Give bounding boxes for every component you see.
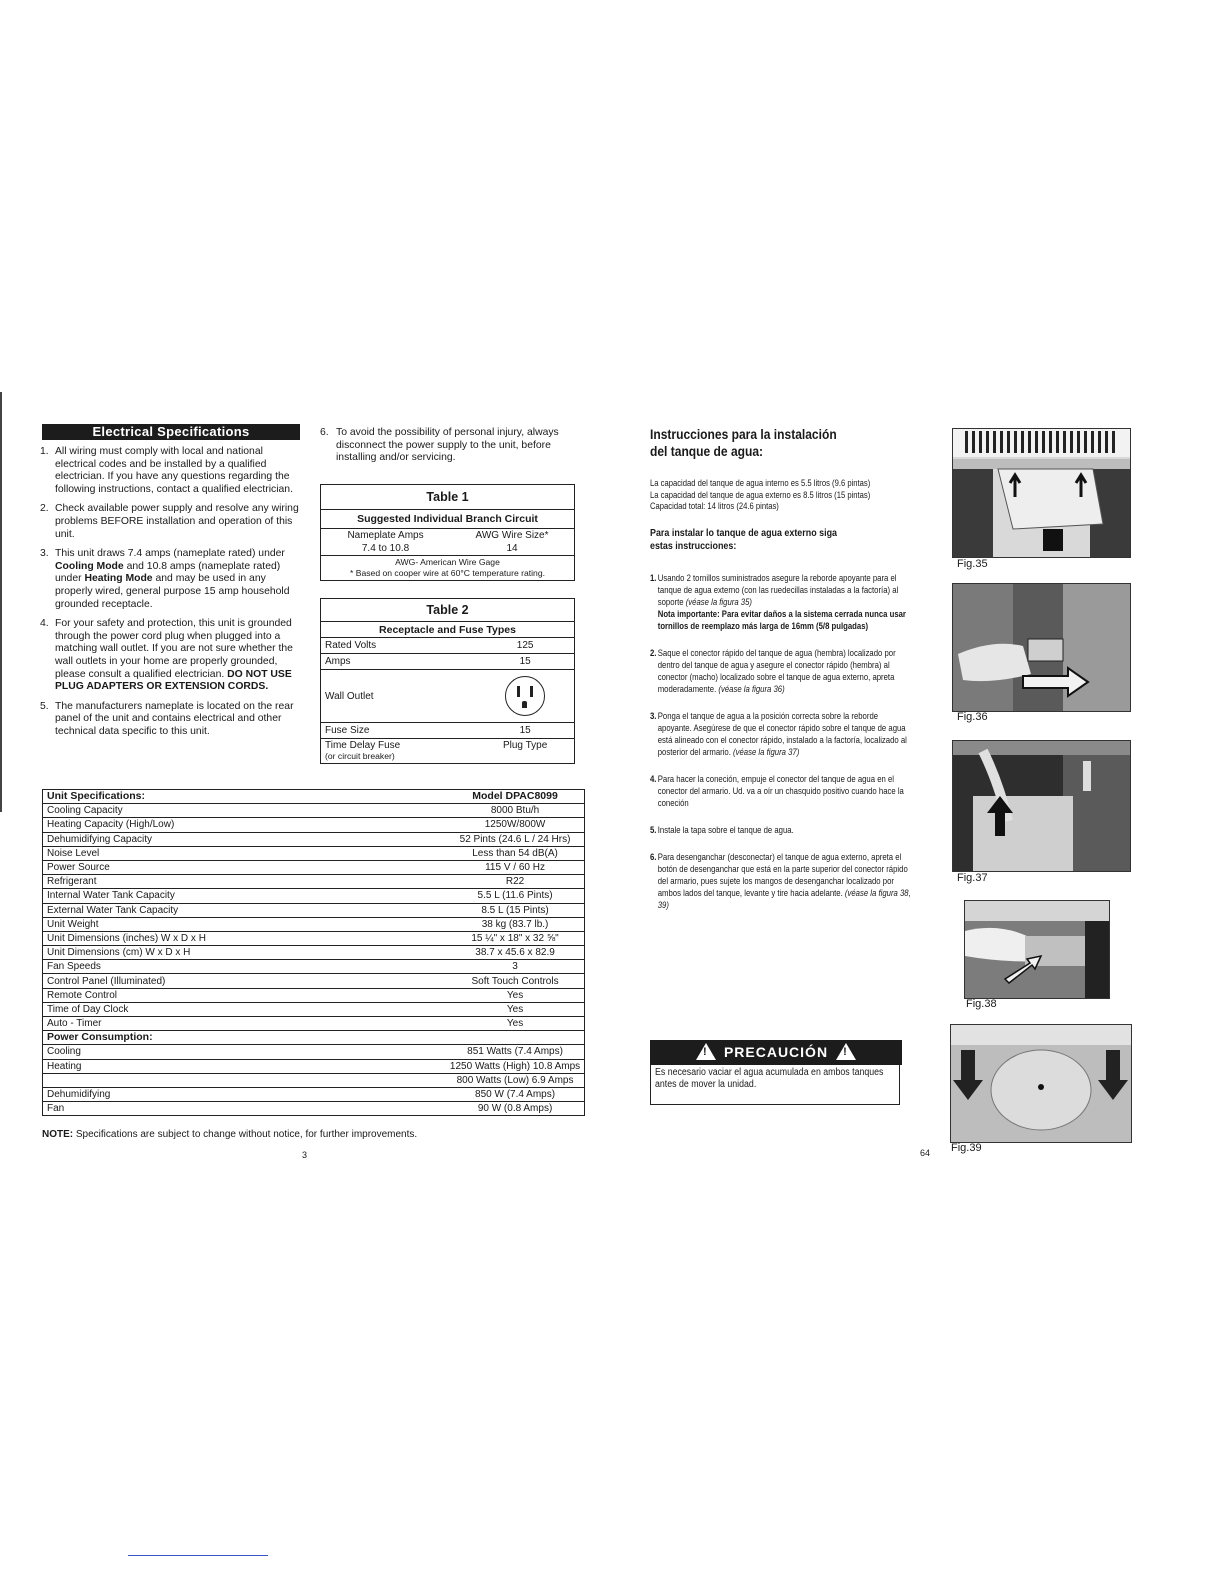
spanish-page-title [650,426,837,460]
table-row [43,1002,585,1016]
table-row [43,974,585,988]
install-intro [650,527,905,553]
spec-label: Internal Water Tank Capacity [43,889,210,903]
es-step-6 [650,851,913,911]
table-2-value: 15 [476,723,574,739]
spec-value: 850 W (7.4 Amps) [210,1087,585,1101]
spec-label: Fan [43,1102,210,1116]
step-number: 6. [320,427,329,438]
step-text: Para hacer la coneción, empuje el conector del tanque de agua en el conector del armario. Ud. va a oír un chasquido positivo cuando hace la coneción [657,774,904,808]
caution-title: PRECAUCIÓN [723,1044,829,1060]
scan-underline [128,1555,268,1556]
caution-text: Es necesario vaciar el agua acumulada en ambos tanques antes de mover la unidad. [655,1067,884,1090]
spec-label: Refrigerant [43,875,210,889]
step-text: To avoid the possibility of personal injury, always disconnect the power supply to the unit, before installing and/or servicing. [336,427,559,464]
spec-label: Heating [43,1059,210,1073]
step-number: 4. [650,774,657,784]
table-row [43,832,585,846]
unit-specifications-table [42,789,585,1116]
figure-reference: (véase la figura 37) [733,747,800,757]
spec-label: Cooling [43,1045,210,1059]
step-number: 1. [40,446,49,457]
spec-label: Unit Weight [43,917,210,931]
table-2 [320,598,575,764]
spec-value: 5.5 L (11.6 Pints) [210,889,585,903]
spanish-steps [650,572,913,926]
step-3 [40,548,302,611]
warning-triangle-icon [836,1043,856,1060]
figure-39-image [950,1024,1132,1143]
step-text: This unit draws 7.4 amps (nameplate rated) under [55,548,285,560]
table-2-title: Table 2 [321,599,575,622]
caution-banner [650,1040,902,1065]
spec-value: R22 [210,875,585,889]
spec-value: Yes [210,988,585,1002]
step-number: 2. [40,503,49,515]
table-1-col2-header: AWG Wire Size* [475,530,549,541]
step-number: 2. [650,648,657,658]
spec-label: Power Consumption: [43,1031,210,1045]
figure-37-image [952,740,1131,872]
temperature-note: * Based on cooper wire at 60°C temperature rating. [350,568,545,578]
spec-value: 800 Watts (Low) 6.9 Amps [210,1073,585,1087]
step-number: 4. [40,618,49,630]
spec-value: 3 [210,960,585,974]
awg-note: AWG- American Wire Gage [395,557,500,567]
table-row [43,875,585,889]
table-2-label [321,739,477,764]
step-text: Usando 2 tornillos suministrados asegure la reborde apoyante para el tanque de agua externo (con las ruedecillas instaladas a la factoría) al soporte [657,573,899,607]
capacity-line: Capacidad total: 14 litros (24.6 pintas) [650,501,779,512]
step-text: Instale la tapa sobre el tanque de agua. [657,825,794,835]
spec-value: Yes [210,1002,585,1016]
spec-value: Soft Touch Controls [210,974,585,988]
note-text: Specifications are subject to change without notice, for further improvements. [73,1129,418,1140]
table-row [43,1073,585,1087]
table-row [43,1102,585,1116]
spec-label: Dehumidifying Capacity [43,832,210,846]
electrical-specifications-header: Electrical Specifications [42,424,300,440]
table-row [43,1031,585,1045]
step-number: 3. [650,711,657,721]
table-row [43,846,585,860]
spec-label: Remote Control [43,988,210,1002]
page-number-64: 64 [920,1148,931,1158]
table-1 [320,484,575,581]
spec-value: 1250 Watts (High) 10.8 Amps [210,1059,585,1073]
circuit-breaker-label: (or circuit breaker) [325,751,395,761]
spec-label: External Water Tank Capacity [43,903,210,917]
table-1-footnote [321,556,575,581]
figure-38-image [964,900,1110,999]
intro-line-1: Para instalar lo tanque de agua externo siga [650,527,837,539]
spec-value: 8.5 L (15 Pints) [210,903,585,917]
table-2-label: Rated Volts [321,638,477,654]
figure-reference: (véase la figura 35) [685,597,752,607]
table-row [43,1087,585,1101]
es-step-4 [650,773,913,809]
step-2 [40,503,302,541]
note [42,1129,417,1140]
spec-value: Yes [210,1017,585,1031]
spec-label: Dehumidifying [43,1087,210,1101]
table-1-col1-header: Nameplate Amps [347,530,424,541]
spec-value: 115 V / 60 Hz [210,860,585,874]
intro-line-2: estas instrucciones: [650,540,737,552]
table-row [43,889,585,903]
table-1-cell: 7.4 to 10.8 [361,543,410,554]
spec-value [210,1031,585,1045]
spec-value: 1250W/800W [210,818,585,832]
table-1-title: Table 1 [321,485,575,510]
table-2-label: Amps [321,654,477,670]
table-row [43,917,585,931]
table-2-label: Fuse Size [321,723,477,739]
step-6 [320,427,576,465]
spec-value: 15 ¼" x 18" x 32 ⅝" [210,931,585,945]
table-row [43,860,585,874]
es-step-2 [650,647,913,695]
spec-label: Unit Dimensions (inches) W x D x H [43,931,210,945]
step-text: Saque el conector rápido del tanque de agua (hembra) localizado por dentro del tanque de agua y asegure el conector rápido (hembra) al conector (macho) localizado sobre el tanque de agua externo, apreta moderadamente. [657,648,896,694]
spec-value: 52 Pints (24.6 L / 24 Hrs) [210,832,585,846]
step-text: and 10.8 amps (nameplate rated) under [55,560,281,585]
spec-value: 8000 Btu/h [210,804,585,818]
spec-label: Control Panel (Illuminated) [43,974,210,988]
spec-label: Cooling Capacity [43,804,210,818]
capacity-line: La capacidad del tanque de agua externo es 8.5 litros (15 pintas) [650,489,871,500]
scan-margin-line [0,392,2,812]
step-text: All wiring must comply with local and national electrical codes and be installed by a qualified electrician. If you have any questions regarding the following instructions, contact a qualified electrician. [55,446,293,495]
table-2-value: 15 [476,654,574,670]
table-row [43,804,585,818]
step-text: and may be used in any properly wired, general purpose 15 amp household grounded receptacle. [55,573,290,610]
figure-35-label: Fig.35 [957,558,988,570]
table-2-label: Wall Outlet [321,670,477,723]
table-row [43,1059,585,1073]
cooling-mode-label: Cooling Mode [55,560,124,572]
step-number: 3. [40,548,49,560]
table-2-subtitle: Receptacle and Fuse Types [321,622,575,638]
specs-header-label: Unit Specifications: [43,790,210,804]
table-row [43,931,585,945]
table-row [43,946,585,960]
spec-label: Time of Day Clock [43,1002,210,1016]
es-step-3 [650,710,913,758]
spec-value: 90 W (0.8 Amps) [210,1102,585,1116]
heating-mode-label: Heating Mode [84,573,153,585]
title-line-1: Instrucciones para la instalación [650,426,837,442]
spec-label: Power Source [43,860,210,874]
step-1 [40,446,302,496]
warning-triangle-icon [696,1043,716,1060]
figure-35-image [952,428,1131,558]
figure-37-label: Fig.37 [957,872,988,884]
table-row [43,988,585,1002]
table-2-value: Plug Type [476,739,574,764]
table-2-value: 125 [476,638,574,654]
figure-39-label: Fig.39 [951,1142,982,1154]
figure-reference: (véase la figura 38, 39) [657,888,911,910]
important-note: Nota importante: Para evitar daños a la sistema cerrada nunca usar tornillos de reemplazo más larga de 16mm (5/8 pulgadas) [657,609,906,631]
step-5 [40,701,302,739]
spec-label [43,1073,210,1087]
step-number: 1. [650,573,657,583]
step-text: Ponga el tanque de agua a la posición correcta sobre la reborde apoyante. Asegúrese de que el conector rápido sobre el tanque de agua está alineado con el conector rápido, instalado a la factoría, localizado al posterior del armario. [657,711,907,757]
spec-label: Unit Dimensions (cm) W x D x H [43,946,210,960]
title-line-2: del tanque de agua: [650,443,764,459]
spec-label: Heating Capacity (High/Low) [43,818,210,832]
spec-value: 851 Watts (7.4 Amps) [210,1045,585,1059]
table-row [43,818,585,832]
table-row [43,903,585,917]
specs-header-model: Model DPAC8099 [210,790,585,804]
caution-box [650,1065,900,1105]
step-number: 5. [40,700,49,712]
step-number: 5. [650,825,657,835]
step-4 [40,618,302,694]
table-row [43,1045,585,1059]
capacity-info [650,478,905,513]
figure-reference: (véase la figura 36) [718,684,785,694]
es-step-1 [650,572,913,632]
table-row [43,960,585,974]
table-row [43,1017,585,1031]
step-number: 6. [650,852,657,862]
spec-label: Auto - Timer [43,1017,210,1031]
step-text: Para desenganchar (desconectar) el tanque de agua externo, apreta el botón de desenganchar que está en la parte superior del conector rápido del armario, pues sujete los mangos de desenganchar localizado por ambos lados del tanque, levante y tire hacia adelante. [657,852,908,898]
spec-value: 38 kg (83.7 lb.) [210,917,585,931]
step-text: For your safety and protection, this unit is grounded through the power cord plug when plugged into a matching wall outlet. If you are not sure whether the wall outlets in your home are properly grounded, please consult a qualified electrician. [55,618,293,680]
step-text: The manufacturers nameplate is located on the rear panel of the unit and contains electrical and other technical data specific to this unit. [55,700,294,737]
figure-36-image [952,583,1131,712]
capacity-line: La capacidad del tanque de agua interno es 5.5 litros (9.6 pintas) [650,478,871,488]
note-label: NOTE: [42,1129,74,1140]
spec-value: 38.7 x 45.6 x 82.9 [210,946,585,960]
figure-36-label: Fig.36 [957,711,988,723]
spec-value: Less than 54 dB(A) [210,846,585,860]
wall-outlet-cell [476,670,574,723]
warning-no-adapters: DO NOT USE PLUG ADAPTERS OR EXTENSION CORDS. [55,668,292,693]
table-1-cell: 14 [506,543,518,554]
table-1-subtitle: Suggested Individual Branch Circuit [321,510,575,529]
electrical-steps [40,446,302,745]
wall-outlet-icon [505,676,545,716]
page-number-3: 3 [302,1150,308,1160]
figure-38-label: Fig.38 [966,998,997,1010]
time-delay-fuse-label: Time Delay Fuse [325,740,401,751]
step-text: Check available power supply and resolve any wiring problems BEFORE installation and operation of this unit. [55,503,299,540]
spec-label: Noise Level [43,846,210,860]
spec-label: Fan Speeds [43,960,210,974]
es-step-5 [650,824,913,836]
